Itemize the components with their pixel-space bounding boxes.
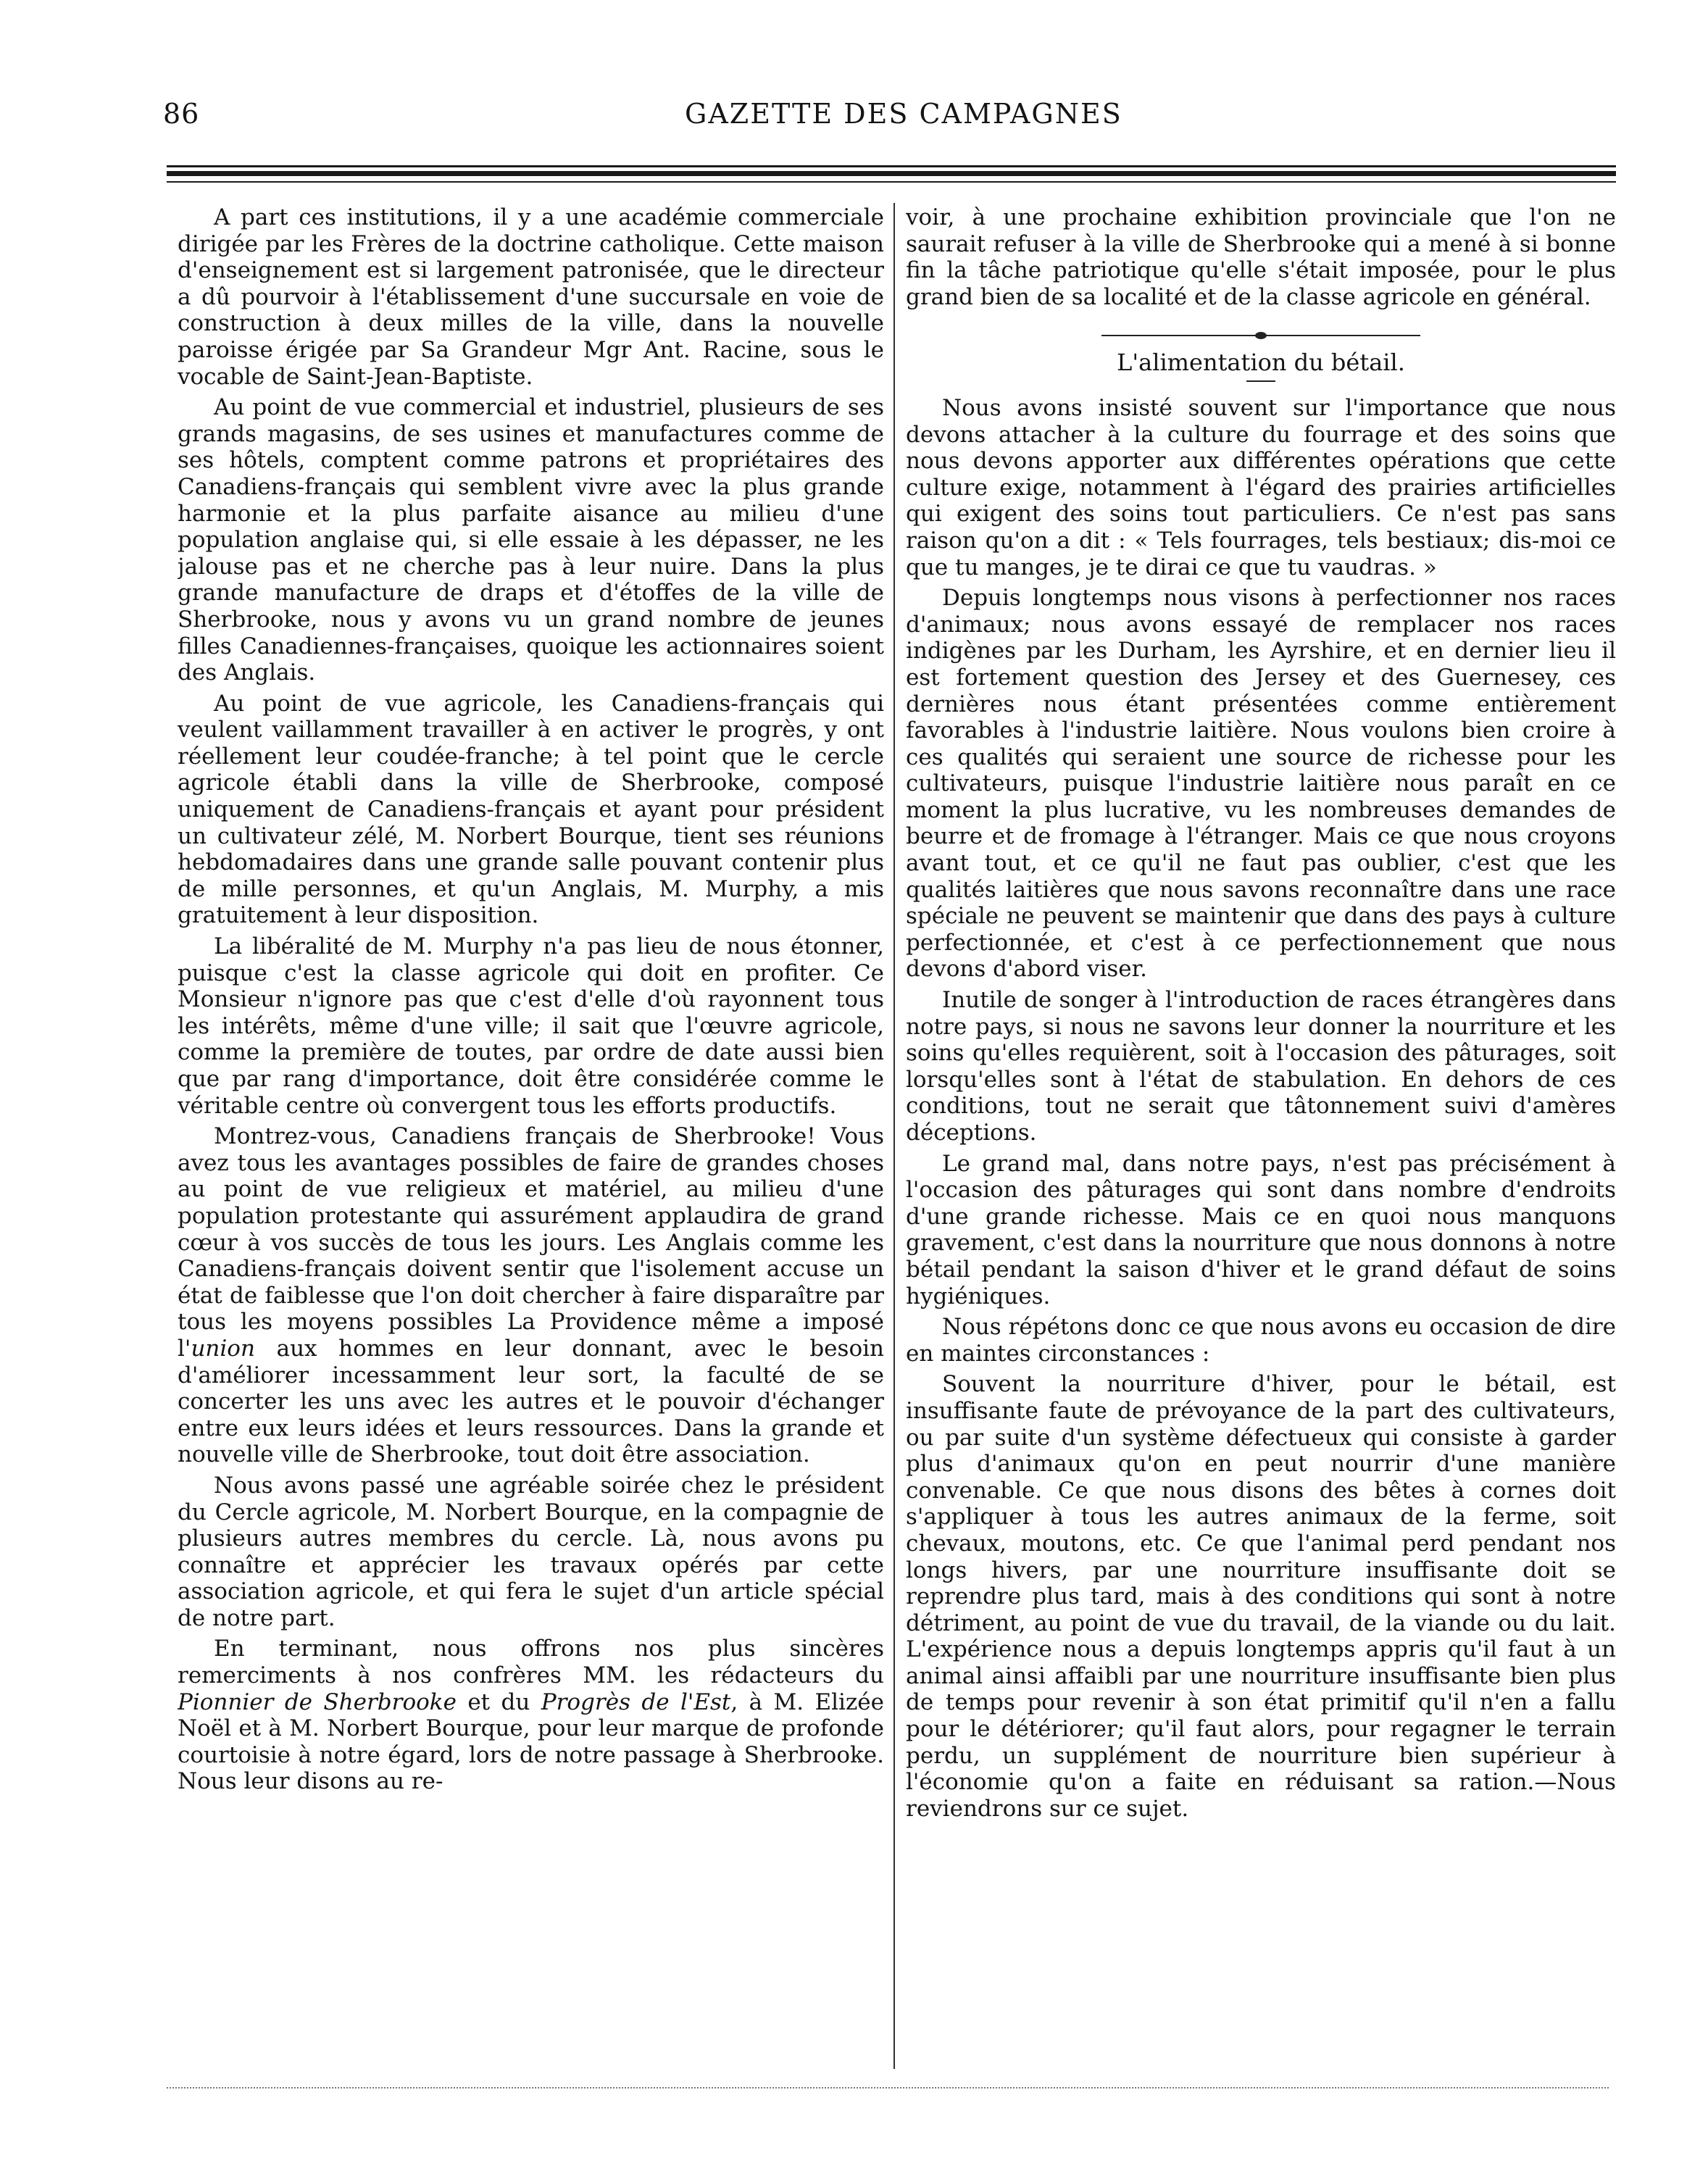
left-paragraph-7-mid: et du <box>456 1688 541 1715</box>
left-paragraph-2: Au point de vue commercial et industriel, plusieurs de ses grands magasins, de ses usines et manufactures comme de ses hôtels, comptent comme patrons et propriétaires des Canadiens-français qui semblent vivre avec la plus grande harmonie et la plus parfaite aisance au milieu d'une population anglaise qui, si elle essaie à les dépasser, ne les jalouse pas et ne cherche pas à leur nuire. Dans la plus grande manufacture de draps et d'étoffes de la ville de Sherbrooke, nous y avons vu un grand nombre de jeunes filles Canadiennes-françaises, quoique les actionnaires soient des Anglais. <box>178 394 884 686</box>
left-paragraph-7-end: , à M. Elizée Noël et à M. Norbert Bourque, pour leur marque de profonde courtoisie à notre égard, lors de notre passage à Sherbrooke. Nous leur disons au re- <box>178 1688 884 1795</box>
section-ornament <box>1101 332 1420 339</box>
right-paragraph-6: Nous répétons donc ce que nous avons eu occasion de dire en maintes circonstances : <box>906 1314 1616 1367</box>
right-paragraph-5: Le grand mal, dans notre pays, n'est pas précisément à l'occasion des pâturages qui sont dans nombre d'endroits d'une grande richesse. Mais ce en quoi nous manquons gravement, c'est dans la nourriture que nous donnons à notre bétail pendant la saison d'hiver et le grand défaut de soins hygiéniques. <box>906 1150 1616 1309</box>
right-paragraph-3: Depuis longtemps nous visons à perfectionner nos races d'animaux; nous avons essayé de remplacer nos races indigènes par les Durham, les Ayrshire, et en dernier lieu il est fortement question des Jersey et des Guernesey, ces dernières nous étant présentées comme entièrement favorables à l'industrie laitière. Nous voulons bien croire à ces qualités qui seraient une source de richesse pour les cultivateurs, puisque l'industrie laitière nous paraît en ce moment la plus lucrative, vu les nombreuses demandes de beurre et de fromage à l'étranger. Mais ce que nous croyons avant tout, et ce qu'il ne faut pas oublier, c'est que les qualités laitières que nous savons reconnaître dans une race spéciale ne peuvent se maintenir que dans des pays à culture perfectionnée, et c'est à ce perfectionnement que nous devons d'abord viser. <box>906 585 1616 983</box>
right-paragraph-1: voir, à une prochaine exhibition provinciale que l'on ne saurait refuser à la ville de Sherbrooke qui a mené à si bonne fin la tâche patriotique qu'elle s'était imposée, pour le plus grand bien de sa localité et de la classe agricole en général. <box>906 204 1616 310</box>
right-paragraph-7: Souvent la nourriture d'hiver, pour le bétail, est insuffisante faute de prévoyance de la part des cultivateurs, ou par suite d'un système défectueux qui consiste à garder plus d'animaux qu'on en peut nourrir d'une manière convenable. Ce que nous disons des bêtes à cornes doit s'appliquer à tous les autres animaux de la ferme, soit chevaux, moutons, etc. Ce que l'animal perd pendant nos longs hivers, par une nourriture insuffisante doit se reprendre plus tard, mais à des conditions qui sont à notre détriment, au point de vue du travail, de la viande ou du lait. L'expérience nous a depuis longtemps appris qu'il faut à un animal ainsi affaibli par une nourriture insuffisante bien plus de temps pour revenir à son état primitif qu'il n'en a fallu pour le détériorer; qu'il faut alors, pour regagner le terrain perdu, un supplément de nourriture bien supérieur à l'économie qu'on a faite en réduisant sa ration.—Nous reviendrons sur ce sujet. <box>906 1371 1616 1822</box>
header-rule-thick <box>167 171 1616 176</box>
left-paragraph-5 <box>178 1123 884 1468</box>
left-paragraph-1: A part ces institutions, il y a une académie commerciale dirigée par les Frères de la doctrine catholique. Cette maison d'enseignement est si largement patronisée, que le directeur a dû pourvoir à l'établissement d'une succursale en voie de construction à deux milles de la ville, dans la nouvelle paroisse érigée par Sa Grandeur Mgr Ant. Racine, sous le vocable de Saint-Jean-Baptiste. <box>178 204 884 390</box>
left-column <box>178 204 884 2081</box>
italic-pionnier: Pionnier de Sherbrooke <box>178 1688 457 1715</box>
left-paragraph-5-end: aux hommes en leur donnant, avec le besoin d'améliorer incessamment leur sort, la faculté de se concerter les uns avec les autres et le pouvoir d'échanger entre eux leurs idées et leurs ressources. Dans la grande et nouvelle ville de Sherbrooke, tout doit être association. <box>178 1335 884 1468</box>
right-paragraph-4: Inutile de songer à l'introduction de races étrangères dans notre pays, si nous ne savons leur donner la nourriture et les soins qu'elles requièrent, soit à l'occasion des pâturages, soit lorsqu'elles sont à l'état de stabulation. En dehors de ces conditions, tout ne serait que tâtonnement suivi d'amères déceptions. <box>906 987 1616 1146</box>
italic-progres: Progrès de l'Est <box>541 1688 731 1715</box>
left-paragraph-3: Au point de vue agricole, les Canadiens-français qui veulent vaillamment travailler à en activer le progrès, y ont réellement leur coudée-franche; à tel point que le cercle agricole établi dans la ville de Sherbrooke, composé uniquement de Canadiens-français et ayant pour président un cultivateur zélé, M. Norbert Bourque, tient ses réunions hebdomadaires dans une grande salle pouvant contenir plus de mille personnes, et qu'un Anglais, M. Murphy, a mis gratuitement à leur disposition. <box>178 690 884 929</box>
left-paragraph-7-start: En terminant, nous offrons nos plus sincères remerciments à nos confrères MM. les rédacteurs du <box>178 1636 884 1689</box>
running-title: GAZETTE DES CAMPAGNES <box>685 98 1122 130</box>
italic-union: union <box>191 1335 255 1362</box>
left-paragraph-7 <box>178 1636 884 1795</box>
heading-underline <box>1246 380 1275 382</box>
header-rule-bottom <box>167 181 1616 183</box>
right-column <box>906 204 1616 2081</box>
column-divider <box>893 203 895 2069</box>
left-paragraph-4: La libéralité de M. Murphy n'a pas lieu de nous étonner, puisque c'est la classe agricole qui doit en profiter. Ce Monsieur n'ignore pas que c'est d'elle d'où rayonnent tous les intérêts, même d'une ville; il sait que l'œuvre agricole, comme la première de toutes, par ordre de date aussi bien que par rang d'importance, doit être considérée comme le véritable centre où convergent tous les efforts productifs. <box>178 933 884 1119</box>
page-number: 86 <box>163 98 200 130</box>
left-paragraph-6: Nous avons passé une agréable soirée chez le président du Cercle agricole, M. Norbert Bourque, en la compagnie de plusieurs autres membres du cercle. Là, nous avons pu connaître et apprécier les travaux opérés par cette association agricole, et qui fera le sujet d'un article spécial de notre part. <box>178 1472 884 1631</box>
header-rule-thin <box>167 165 1616 167</box>
section-heading: L'alimentation du bétail. <box>1117 349 1405 377</box>
bottom-rule <box>167 2087 1609 2089</box>
right-paragraph-2: Nous avons insisté souvent sur l'importance que nous devons attacher à la culture du fourrage et des soins que nous devons apporter aux différentes opérations que cette culture exige, notamment à l'égard des prairies artificielles qui exigent des soins tout particuliers. Ce n'est pas sans raison qu'on a dit : « Tels fourrages, tels bestiaux; dis-moi ce que tu manges, je te dirai ce que tu vaudras. » <box>906 394 1616 580</box>
left-paragraph-5-start: Montrez-vous, Canadiens français de Sherbrooke! Vous avez tous les avantages possibles de faire de grandes choses au point de vue religieux et matériel, au milieu d'une population protestante qui assurément applaudira de grand cœur à vos succès de tous les jours. Les Anglais comme les Canadiens-français doivent sentir que l'isolement accuse un état de faiblesse que l'on doit chercher à faire disparaître par tous les moyens possibles La Providence même a imposé l' <box>178 1123 884 1362</box>
